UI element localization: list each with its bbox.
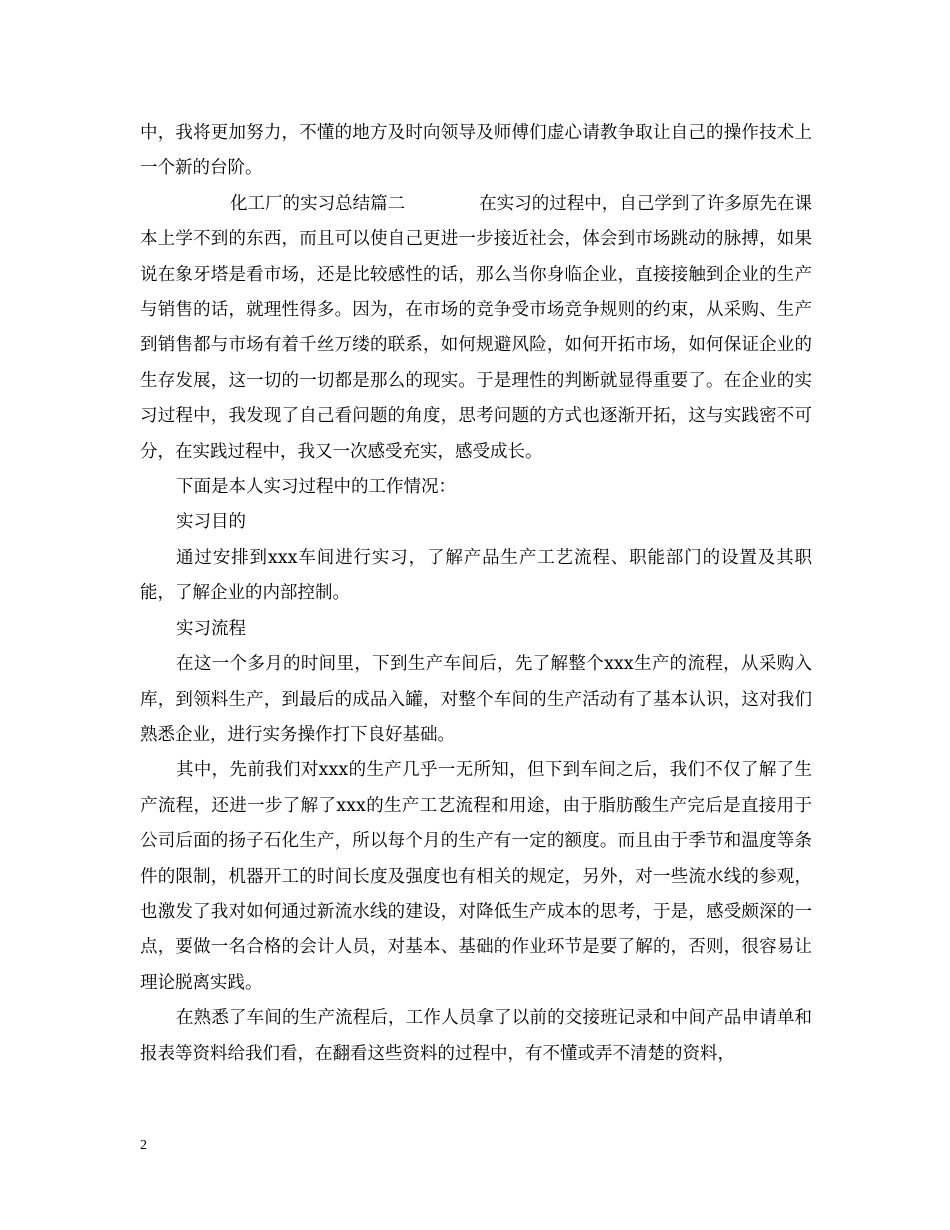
section-title: 化工厂的实习总结篇二: [230, 193, 406, 214]
paragraph: 其中，先前我们对xxx的生产几乎一无所知，但下到车间之后，我们不仅了解了生产流程，还进一步了解了xxx的生产工艺流程和用途，由于脂肪酸生产完后是直接用于公司后面的扬子石化生产，所以每个月的生产有一定的额度。而且由于季节和温度等条件的限制，机器开工的时间长度及强度也有相关的规定，另外，对一些流水线的参观，也激发了我对如何通过新流水线的建设，对降低生产成本的思考，于是，感受颇深的一点，要做一名合格的会计人员，对基本、基础的作业环节是要了解的，否则，很容易让理论脱离实践。: [140, 760, 812, 993]
paragraph: 在这一个多月的时间里，下到生产车间后，先了解整个xxx生产的流程，从采购入库，到领料生产，到最后的成品入罐，对整个车间的生产活动有了基本认识，这对我们熟悉企业，进行实务操作打下良好基础。: [140, 654, 812, 745]
paragraph-text: 在实习的过程中，自己学到了许多原先在课本上学不到的东西，而且可以使自己更进一步接近社会，体会到市场跳动的脉搏，如果说在象牙塔是看市场，还是比较感性的话，那么当你身临企业，直接接触到企业的生产与销售的话，就理性得多。因为，在市场的竞争受市场竞争规则的约束，从采购、生产到销售都与市场有着千丝万缕的联系，如何规避风险，如何开拓市场，如何保证企业的生存发展，这一切的一切都是那么的现实。于是理性的判断就显得重要了。在企业的实习过程中，我发现了自己看问题的角度，思考问题的方式也逐渐开拓，这与实践密不可分，在实践过程中，我又一次感受充实，感受成长。: [140, 193, 812, 462]
heading-practice-process: 实习流程: [176, 618, 246, 639]
paragraph: 通过安排到xxx车间进行实习，了解产品生产工艺流程、职能部门的设置及其职能，了解企业的内部控制。: [140, 547, 812, 604]
paragraph-with-title: [140, 187, 812, 470]
document-body: [140, 116, 812, 1072]
paragraph-continuation: 中，我将更加努力，不懂的地方及时向领导及师傅们虚心请教争取让自己的操作技术上一个新的台阶。: [140, 123, 812, 179]
page-number: 2: [140, 1138, 147, 1153]
heading-practice-goal: 实习目的: [176, 512, 246, 533]
paragraph: 在熟悉了车间的生产流程后，工作人员拿了以前的交接班记录和中间产品申请单和报表等资料给我们看，在翻看这些资料的过程中，有不懂或弄不清楚的资料，: [140, 1008, 812, 1064]
paragraph: 下面是本人实习过程中的工作情况：: [176, 477, 456, 498]
